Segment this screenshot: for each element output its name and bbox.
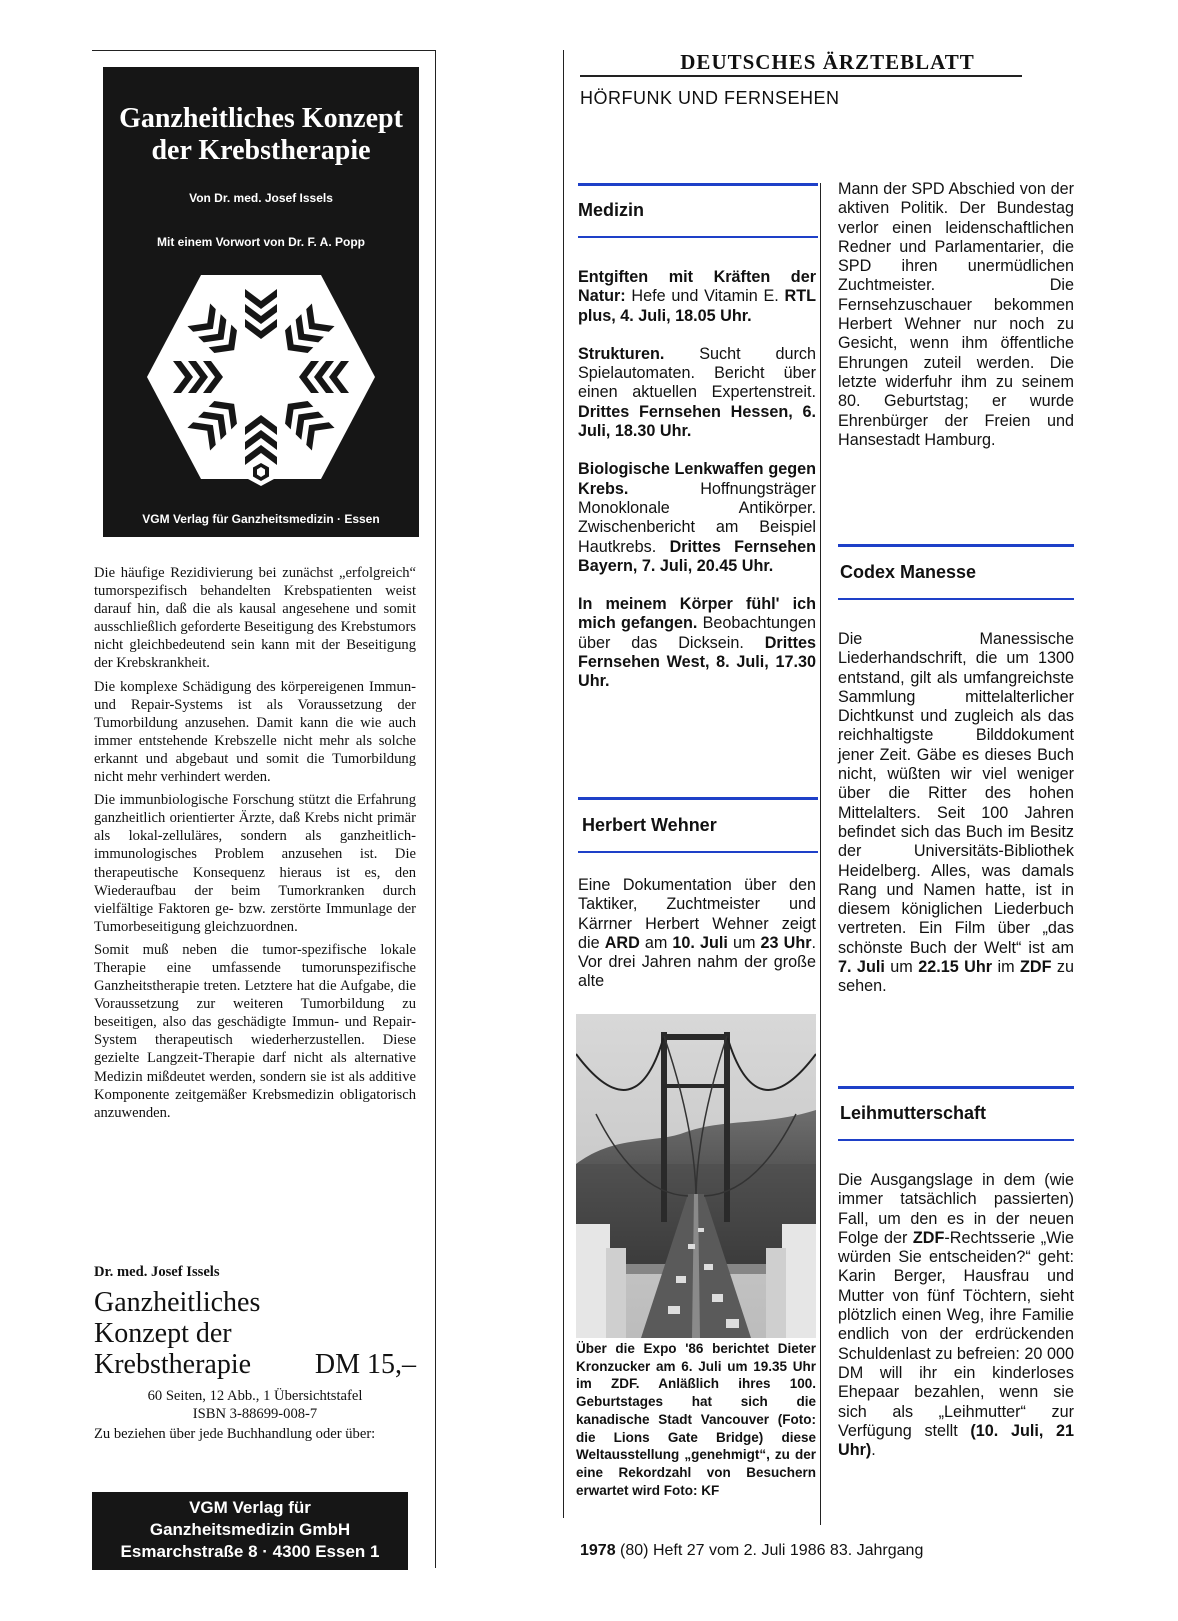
cover-author: Von Dr. med. Josef Issels bbox=[189, 191, 333, 205]
heading-rule bbox=[838, 544, 1074, 547]
text-run: um bbox=[884, 958, 919, 977]
heading-rule bbox=[578, 851, 818, 853]
publisher-address-box bbox=[92, 1492, 408, 1570]
page-footer bbox=[580, 1542, 923, 1560]
text-run: -Rechtsserie „Wie würden Sie entscheiden?“ geht: Karin Berger, Hausfrau und Mutter von fünf Töchtern, sieht plötzlich einen Weg, ihre Familie endlich von der erdrückenden Schuldenlast zu befreien: 20 000 DM will ihr ein kinderloses Ehepaar bezahlen, wenn sie sich als „Leihmutter“ zur Verfügung stellt bbox=[838, 1228, 1075, 1440]
listing-time: Drittes Fernsehen West, 8. Juli, 17.30 Uhr. bbox=[578, 633, 816, 691]
masthead: DEUTSCHES ÄRZTEBLATT bbox=[680, 50, 975, 74]
broadcast-date: 10. Juli bbox=[672, 933, 728, 952]
listing-item bbox=[578, 460, 816, 576]
book-details bbox=[94, 1387, 416, 1423]
broadcaster: ZDF bbox=[912, 1228, 945, 1247]
listing-text: Hoffnungsträger Monoklonale Antikörper. Zwischenbericht am Beispiel Hautkrebs. bbox=[578, 479, 816, 556]
column-divider bbox=[820, 183, 821, 1525]
text-run: zu sehen. bbox=[838, 958, 1075, 996]
advertisement-body bbox=[94, 564, 416, 1127]
text-run: Die Ausgangslage in dem (wie immer tatsächlich passierten) Fall, um den es in der neuen Folge der bbox=[838, 1171, 1074, 1247]
publisher-line: Ganzheitsmedizin GmbH bbox=[149, 1520, 351, 1539]
text-run: . bbox=[871, 1441, 876, 1460]
listing-time: Drittes Fernsehen Bayern, 7. Juli, 20.45 Uhr. bbox=[578, 537, 816, 575]
leihmutterschaft-article bbox=[838, 1171, 1074, 1460]
listing-item bbox=[578, 595, 816, 691]
publisher-line: VGM Verlag für bbox=[189, 1498, 311, 1517]
ad-paragraph: Die häufige Rezidivierung bei zunächst „erfolgreich“ tumorspezifisch behandelten Krebspatienten weist darauf hin, daß die als kausal angesehene und somit ausschließlich geforderte Beseitigung des Krebstumors nicht gleichbedeutend sein kann mit der Beseitigung der Krebskrankheit. bbox=[94, 565, 416, 672]
publisher-address: Esmarchstraße 8 · 4300 Essen 1 bbox=[120, 1542, 380, 1561]
text-run: Eine Dokumentation über den Taktiker, Zuchtmeister und Kärrner Herbert Wehner zeigt die bbox=[578, 876, 816, 952]
issue-info: (80) Heft 27 vom 2. Juli 1986 83. Jahrgang bbox=[620, 1542, 924, 1559]
heading-rule bbox=[838, 598, 1074, 600]
medizin-listings bbox=[578, 268, 816, 692]
cover-title: Ganzheitliches Konzept der Krebstherapie bbox=[119, 103, 403, 166]
listing-title: Strukturen. bbox=[578, 344, 665, 363]
ad-paragraph: Die komplexe Schädigung des körpereigenen Immun- und Repair-Systems ist als Voraussetzung der Tumorbildung anzusehen. Damit kann die wie auch immer entstehende Krebszelle nicht mehr als solche erkannt und abgebaut und somit die Tumorbildung nicht mehr verhindert werden. bbox=[94, 678, 416, 786]
listing-title: Biologische Lenkwaffen gegen Krebs. bbox=[578, 460, 816, 498]
order-note: Zu beziehen über jede Buchhandlung oder über: bbox=[94, 1426, 376, 1442]
book-pages: 60 Seiten, 12 Abb., 1 Übersichtstafel bbox=[147, 1388, 363, 1404]
book-cover bbox=[103, 67, 419, 537]
article-text bbox=[578, 876, 816, 992]
text-run: um bbox=[727, 933, 761, 952]
heading-medizin: Medizin bbox=[578, 200, 644, 220]
lions-gate-bridge-photo bbox=[576, 1014, 816, 1338]
book-title-line: Ganzheitliches bbox=[94, 1287, 261, 1318]
listing-text: Beobachtungen über das Dicksein. bbox=[578, 614, 816, 652]
listing-title: Entgiften mit Kräften der Natur: bbox=[578, 268, 816, 306]
text-run: Die Manessische Liederhandschrift, die um 1300 entstand, gilt als umfangreichste Sammlung mittelalterlicher Dichtkunst und zugleich als das reichhaltigste Bilddokument jener Zeit. Gäbe es dieses Buch nicht, wüßten wir viel weniger über die Ritter des hohen Mittelalters. Seit 100 Jahren befindet sich das Buch im Besitz der Universitäts-Bibliothek Heidelberg. Alles, was damals Rang und Namen hatte, ist in diesem königlichen Liederbuch vertreten. Ein Film über „das schönste Buch der Welt“ ist am bbox=[838, 630, 1074, 957]
text-run: im bbox=[992, 958, 1020, 977]
heading-herbert-wehner: Herbert Wehner bbox=[582, 815, 717, 835]
broadcast-time: 23 Uhr bbox=[760, 933, 812, 952]
photo-caption: Über die Expo '86 berichtet Dieter Kronzucker am 6. Juli um 19.35 Uhr im ZDF. Anläßlich ihres 100. Geburtstages hat sich die kanadische Stadt Vancouver (Foto: die Lions Gate Bridge) diese Weltausstellung „genehmigt“, zu der eine Rekordzahl von Besuchern erwartet wird Foto: KF bbox=[576, 1341, 816, 1498]
heading-rule bbox=[578, 236, 818, 238]
heading-leihmutterschaft: Leihmutterschaft bbox=[840, 1103, 987, 1123]
text-run: am bbox=[639, 933, 673, 952]
book-title-line: Krebstherapie bbox=[94, 1349, 252, 1380]
publisher-emblem-icon bbox=[246, 457, 276, 487]
article-text bbox=[838, 1171, 1074, 1460]
ad-book-title bbox=[94, 1287, 424, 1380]
codex-article bbox=[838, 630, 1074, 997]
broadcaster: ARD bbox=[604, 933, 640, 952]
wehner-article bbox=[578, 876, 816, 992]
broadcast-time: (10. Juli, 21 Uhr) bbox=[838, 1421, 1074, 1460]
section-label: HÖRFUNK UND FERNSEHEN bbox=[580, 88, 840, 108]
page-number: 1978 bbox=[580, 1542, 616, 1559]
book-title-line: Konzept der bbox=[94, 1318, 232, 1349]
book-isbn: ISBN 3-88699-008-7 bbox=[192, 1406, 318, 1422]
listing-item bbox=[578, 268, 816, 326]
ad-signature: Dr. med. Josef Issels bbox=[94, 1264, 220, 1280]
listing-time: RTL plus, 4. Juli, 18.05 Uhr. bbox=[578, 287, 816, 325]
listing-text: Hefe und Vitamin E. bbox=[625, 287, 779, 306]
article-text bbox=[838, 630, 1074, 997]
heading-rule bbox=[578, 797, 818, 800]
broadcaster: ZDF bbox=[1020, 958, 1052, 977]
broadcast-date: 7. Juli bbox=[838, 958, 885, 977]
broadcast-time: 22.15 Uhr bbox=[918, 958, 993, 977]
text-run: . Vor drei Jahren nahm der große alte bbox=[578, 933, 817, 991]
listing-text: Sucht durch Spielautomaten. Bericht über einen aktuellen Expertenstreit. bbox=[578, 344, 816, 402]
cover-publisher: VGM Verlag für Ganzheitsmedizin · Essen bbox=[142, 512, 380, 526]
ad-paragraph: Die immunbiologische Forschung stützt die Erfahrung ganzheitlich orientierter Ärzte, daß Krebs nicht primär als lokal-zelluläres, sondern als ganzheitlich-immunologisches Problem anzusehen ist. Die therapeutische Konsequenz hieraus ist es, den Wiederaufbau der beim Tumorkranken durch vielfältige Faktoren ge- bzw. zerstörte Immunlage der Tumorbeseitigung gleichzuordnen. bbox=[94, 792, 416, 935]
ad-paragraph: Somit muß neben die tumor-spezifische lokale Therapie eine umfassende tumorunspezifische Ganzheitstherapie treten. Letztere hat die Aufgabe, die Voraussetzung zur weiteren Tumorbildung zu beseitigen, also das geschädigte Immun- und Repair-System therapeutisch wiederherzustellen. Diese gezielte Langzeit-Therapie darf nicht als alternative Medizin mißdeutet werden, sondern sie ist als additive Komponente zeitgemäßer Krebsmedizin obligatorisch anzuwenden. bbox=[94, 941, 416, 1121]
masthead-rule bbox=[580, 75, 1022, 77]
heading-codex-manesse: Codex Manesse bbox=[840, 562, 977, 582]
listing-item bbox=[578, 345, 816, 441]
book-price: DM 15,– bbox=[314, 1349, 416, 1380]
wehner-continuation: Mann der SPD Abschied von der aktiven Politik. Der Bundestag verlor einen leidenschaftlichen Redner und Parlamentarier, die SPD ihren unermüdlichen Zuchtmeister. Die Fernsehzuschauer bekommen Herbert Wehner nur noch zu Gesicht, wenn ihm öffentliche Ehrungen zuteil werden. Die letzte widerfuhr ihm zu seinem 80. Geburtstag; er wurde Ehrenbürger der Freien und Hansestadt Hamburg. bbox=[838, 180, 1074, 449]
listing-title: In meinem Körper fühl' ich mich gefangen. bbox=[578, 595, 816, 633]
cover-foreword: Mit einem Vorwort von Dr. F. A. Popp bbox=[156, 235, 365, 249]
page-divider bbox=[563, 50, 564, 1518]
heading-rule bbox=[838, 1086, 1074, 1089]
listing-time: Drittes Fernsehen Hessen, 6. Juli, 18.30 Uhr. bbox=[578, 402, 816, 441]
heading-rule bbox=[838, 1139, 1074, 1141]
heading-rule bbox=[578, 183, 818, 186]
